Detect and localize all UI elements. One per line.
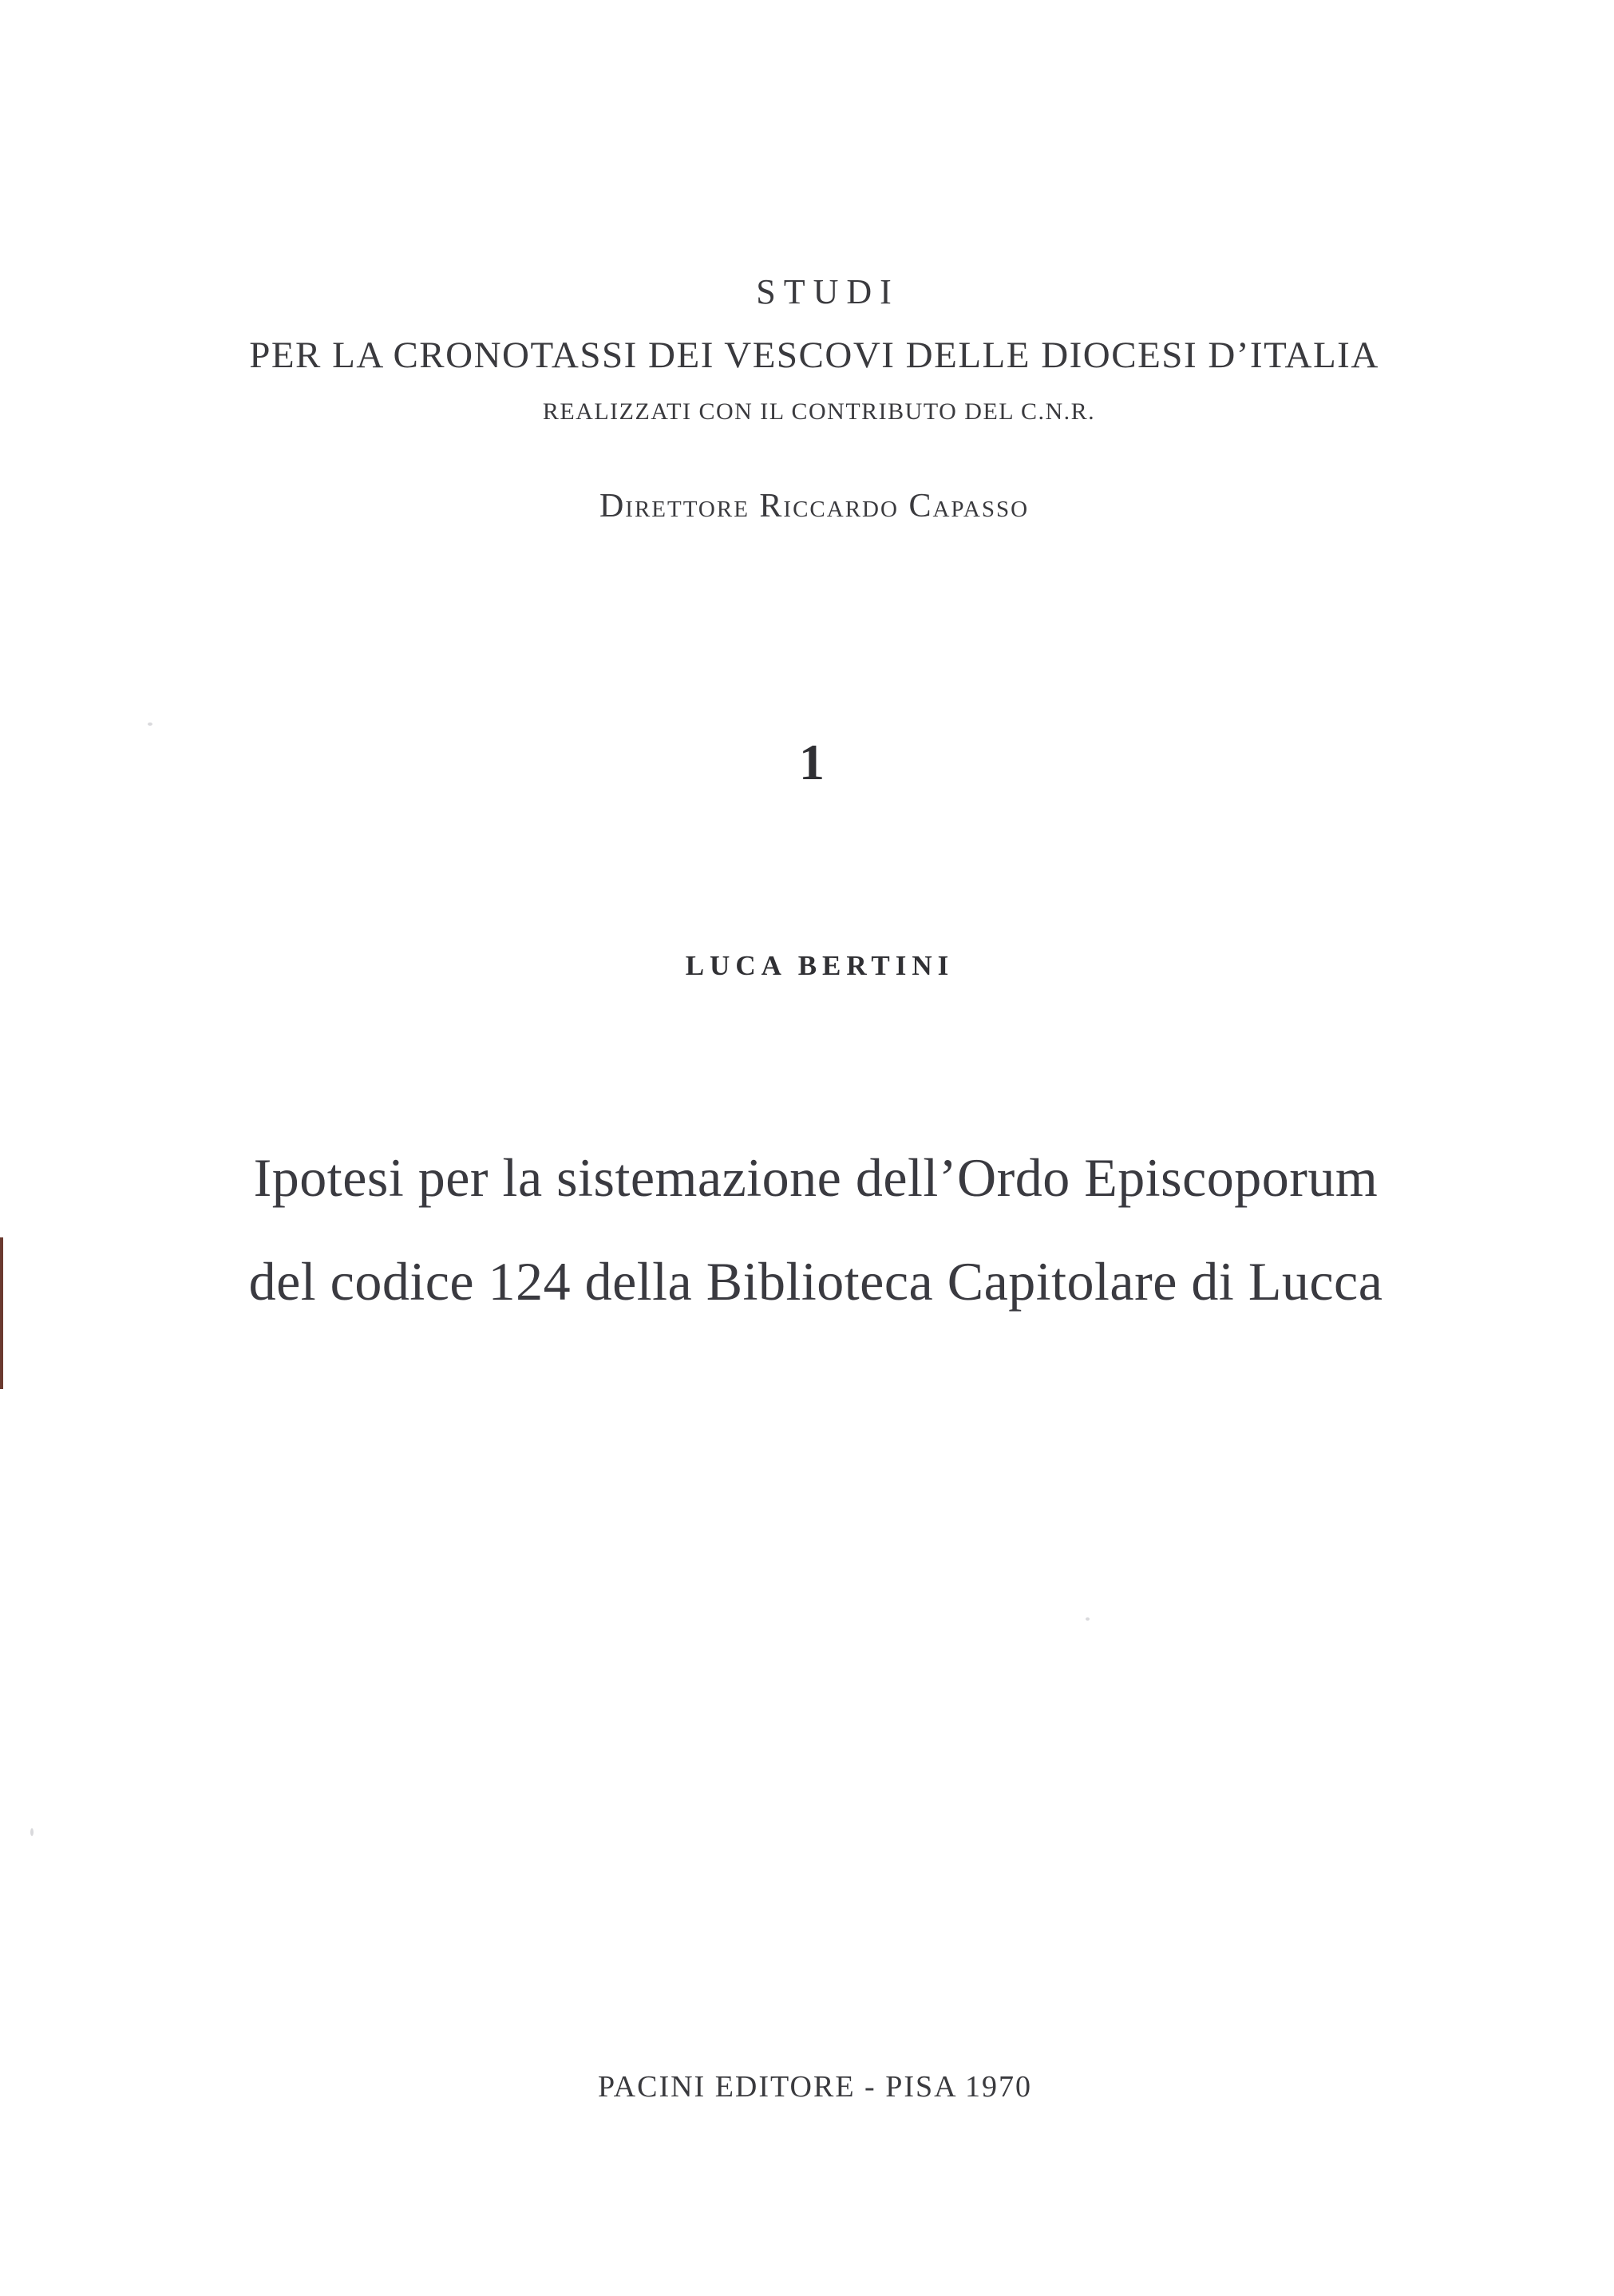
book-title-line-1: Ipotesi per la sistemazione dell’Ordo Episcoporum	[253, 1147, 1379, 1208]
book-title-line-2: del codice 124 della Biblioteca Capitolare di Lucca	[248, 1251, 1383, 1312]
paper-speck	[148, 722, 152, 726]
series-title: PER LA CRONOTASSI DEI VESCOVI DELLE DIOCESI D’ITALIA	[249, 335, 1379, 376]
series-funding-note: REALIZZATI CON IL CONTRIBUTO DEL C.N.R.	[542, 398, 1096, 425]
volume-number: 1	[799, 734, 825, 790]
publisher-imprint: PACINI EDITORE - PISA 1970	[598, 2070, 1032, 2104]
paper-speck	[1086, 1617, 1090, 1621]
paper-speck	[30, 1828, 34, 1836]
series-label: STUDI	[756, 272, 900, 311]
series-director: Direttore Riccardo Capasso	[599, 488, 1030, 525]
author-name: LUCA BERTINI	[685, 950, 955, 981]
